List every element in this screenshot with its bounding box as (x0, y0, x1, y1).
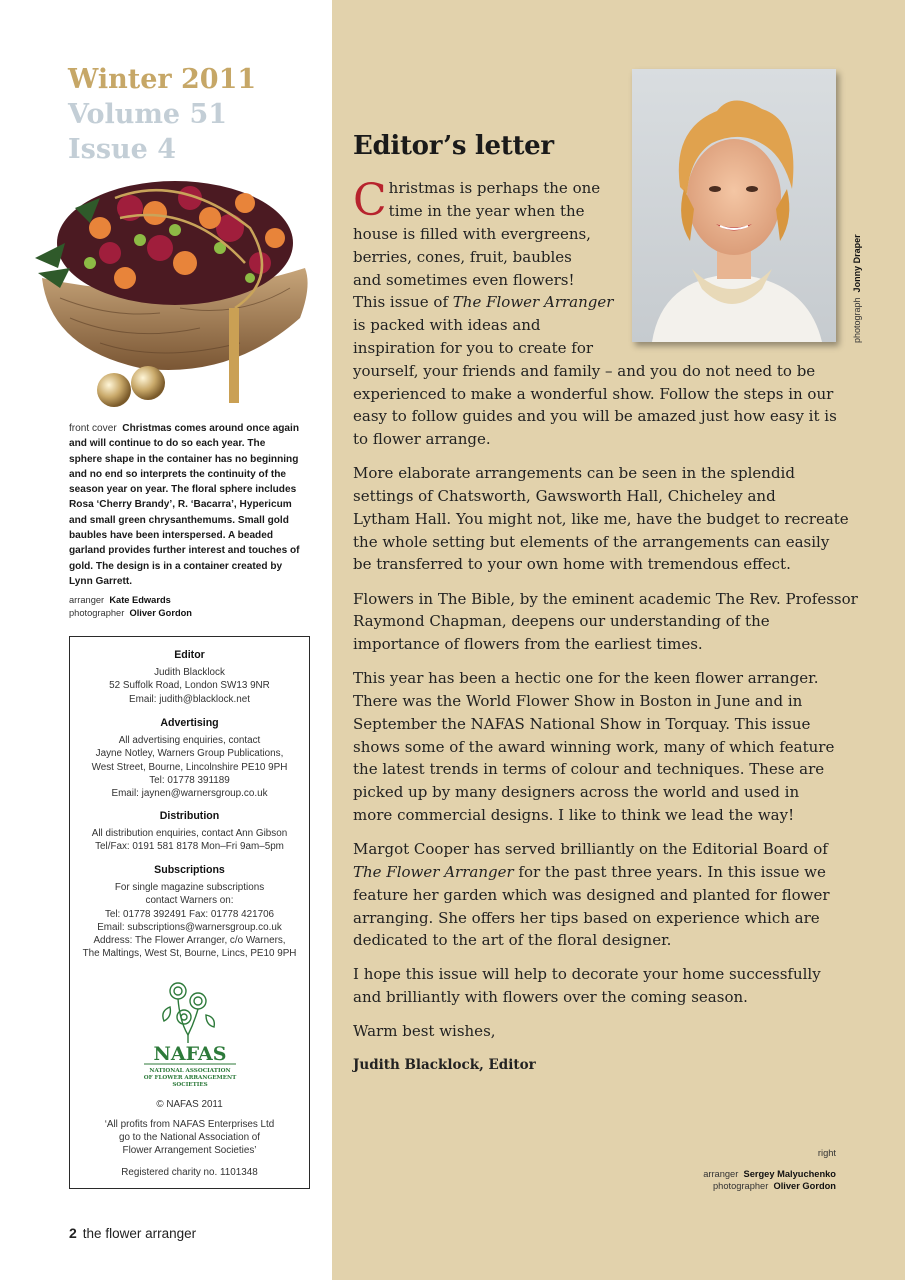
profits-line: Flower Arrangement Societies’ (122, 1145, 257, 1157)
subscriptions-line: Address: The Flower Arranger, c/o Warners, (93, 935, 286, 947)
drop-cap: C (353, 175, 387, 226)
caption-line: season year on year. The floral sphere includes (69, 484, 297, 496)
caption-line: Rosa ‘Cherry Brandy’, R. ‘Bacarra’, Hypericum (69, 499, 292, 511)
caption-line: sphere shape in the container has no beginning (69, 453, 299, 465)
text-line: This year has been a hectic one for the keen flower arranger. (353, 669, 819, 688)
subscriptions-section (74, 864, 305, 960)
text-line: easy to follow guides and you will be amazed just how easy it is (353, 407, 837, 426)
editor-line: 52 Suffolk Road, London SW13 9NR (109, 680, 270, 692)
nafas-logo-name: NAFAS (153, 1043, 227, 1065)
magazine-name: the flower arranger (82, 1226, 197, 1241)
nafas-logo-subtitle: NATIONAL ASSOCIATION (149, 1068, 231, 1074)
folio (69, 1225, 196, 1241)
text-line (353, 861, 853, 884)
photographer-name: Oliver Gordon (773, 1181, 836, 1191)
photo-credit-label: photograph (852, 297, 862, 343)
caption-line: and small green chrysanthemums. Small gold (69, 514, 289, 526)
caption-line: Christmas comes around once again (122, 423, 299, 434)
text-line: yourself, your friends and family – and you do not need to be (353, 361, 816, 380)
credit-position: right (817, 1148, 836, 1158)
advertising-line: Tel: 01778 391189 (149, 774, 230, 786)
editor-section (74, 649, 305, 706)
cover-arrangement-image (30, 168, 320, 413)
paragraph-6 (353, 963, 853, 1009)
text-line: more commercial designs. I like to think we lead the way! (353, 806, 795, 825)
text-line: experienced to make a wonderful show. Follow the steps in our (353, 384, 834, 403)
text-line: the whole setting but elements of the arrangements can easily (353, 532, 830, 551)
masthead-box (69, 636, 310, 1189)
advertising-section (74, 717, 305, 800)
text-line: dedicated to the art of the floral designer. (353, 931, 672, 950)
caption-line: gold. The design is in a container created by (69, 560, 283, 572)
magazine-title: The Flower Arranger (452, 293, 614, 312)
photographer-label: photographer (69, 607, 125, 618)
text-line: I hope this issue will help to decorate your home successfully (353, 965, 821, 984)
paragraph-5 (353, 838, 853, 952)
issue-header (68, 62, 256, 167)
arranger-label: arranger (703, 1168, 739, 1179)
text-line: Lytham Hall. You might not, like me, have the budget to recreate (353, 509, 849, 528)
text-line: the latest trends in terms of colour and techniques. These are (353, 760, 825, 779)
signature: Judith Blacklock, Editor (353, 1057, 536, 1074)
text-line: and sometimes even flowers! (353, 270, 575, 289)
paragraph-2 (353, 462, 853, 576)
advertising-title: Advertising (160, 717, 219, 729)
photographer-name: Oliver Gordon (129, 607, 192, 618)
photographer-label: photographer (713, 1181, 769, 1191)
magazine-title: The Flower Arranger (353, 862, 514, 881)
issue-season: Winter 2011 (68, 64, 257, 95)
distribution-section (74, 810, 305, 854)
editor-title: Editor (174, 649, 205, 661)
text-line: feature her garden which was designed and planted for flower (353, 885, 830, 904)
subscriptions-title: Subscriptions (154, 864, 225, 876)
text-line: More elaborate arrangements can be seen in the splendid (353, 464, 795, 483)
text-line: settings of Chatsworth, Gawsworth Hall, Chicheley and (353, 487, 776, 506)
editor-email[interactable]: Email: judith@blacklock.net (129, 693, 250, 705)
text-line: berries, cones, fruit, baubles (353, 247, 572, 266)
text-line: Flowers in The Bible, by the eminent academic The Rev. Professor (353, 589, 858, 608)
charity-number: Registered charity no. 1101348 (121, 1167, 258, 1178)
right-credits (703, 1147, 836, 1193)
advertising-line: All advertising enquiries, contact (118, 735, 261, 747)
text-line: Raymond Chapman, deepens our understanding of the (353, 612, 770, 631)
text-line (353, 291, 853, 314)
cover-credits (69, 594, 313, 619)
text-line: time in the year when the (388, 201, 585, 220)
text-line: September the NAFAS National Show in Torquay. This issue (353, 714, 811, 733)
text-span: This issue of (353, 293, 453, 312)
nafas-logo-subtitle: OF FLOWER ARRANGEMENT (143, 1075, 237, 1081)
caption-line: garland provides further interest and touches of (69, 545, 300, 557)
issue-volume: Volume 51 (68, 99, 228, 130)
subscriptions-line: The Maltings, West St, Bourne, Lincs, PE10 9PH (82, 948, 297, 960)
advertising-line: Jayne Notley, Warners Group Publications, (95, 748, 284, 760)
arranger-label: arranger (69, 595, 105, 605)
profits-line: go to the National Association of (118, 1132, 261, 1144)
caption-line: baubles have been interspersed. A beaded (69, 530, 273, 542)
copyright: © NAFAS 2011 (156, 1099, 223, 1110)
cover-label: front cover (69, 423, 117, 434)
charity-section (74, 1166, 305, 1179)
profits-section (74, 1118, 305, 1158)
issue-number: Issue 4 (68, 134, 177, 165)
text-line: Margot Cooper has served brilliantly on the Editorial Board of (353, 840, 828, 859)
text-line: shows some of the award winning work, many of which feature (353, 737, 835, 756)
nafas-logo-subtitle: SOCIETIES (172, 1082, 208, 1088)
advertising-email[interactable]: Email: jaynen@warnersgroup.co.uk (111, 788, 268, 800)
caption-line: and will continue to do so each year. The (69, 438, 266, 450)
text-line: arranging. She offers her tips based on experience which are (353, 908, 820, 927)
photo-credit-name: Jonny Draper (852, 234, 862, 293)
caption-line: and no end so interprets the continuity of the (69, 468, 287, 480)
editor-line: Judith Blacklock (154, 667, 225, 679)
text-line: to flower arrange. (353, 430, 491, 449)
caption-line: Lynn Garrett. (69, 575, 133, 587)
distribution-line: Tel/Fax: 0191 581 8178 Mon–Fri 9am–5pm (95, 841, 284, 853)
arranger-name: Sergey Malyuchenko (743, 1168, 836, 1179)
subscriptions-line: Tel: 01778 392491 Fax: 01778 421706 (104, 908, 275, 920)
text-line: There was the World Flower Show in Boston in June and in (353, 692, 803, 711)
text-span: for the past three years. In this issue we (513, 862, 826, 881)
text-line: be transferred to your own home with tremendous effect. (353, 555, 791, 574)
copyright-section (74, 1098, 305, 1111)
nafas-logo (130, 977, 250, 1089)
text-line: hristmas is perhaps the one (388, 179, 601, 197)
cover-caption (69, 421, 313, 589)
text-line: and brilliantly with flowers over the coming season. (353, 988, 748, 1007)
text-line: inspiration for you to create for (353, 338, 594, 357)
arranger-name: Kate Edwards (109, 595, 171, 605)
portrait-credit (852, 234, 862, 343)
subscriptions-email[interactable]: Email: subscriptions@warnersgroup.co.uk (97, 921, 282, 933)
text-line: importance of flowers from the earliest times. (353, 635, 703, 654)
closing: Warm best wishes, (353, 1022, 496, 1041)
subscriptions-line: contact Warners on: (145, 895, 234, 907)
distribution-title: Distribution (159, 810, 220, 822)
profits-line: ‘All profits from NAFAS Enterprises Ltd (104, 1119, 275, 1130)
paragraph-4 (353, 667, 853, 827)
page-number: 2 (69, 1225, 77, 1241)
distribution-line: All distribution enquiries, contact Ann Gibson (91, 828, 288, 840)
text-line: house is filled with evergreens, (353, 225, 591, 243)
paragraph-1 (353, 177, 853, 451)
advertising-line: West Street, Bourne, Lincolnshire PE10 9PH (91, 761, 288, 773)
letter-title: Editor’s letter (353, 131, 554, 161)
text-line: picked up by many designers across the world and used in (353, 783, 800, 802)
paragraph-3 (353, 588, 858, 656)
text-line: is packed with ideas and (353, 316, 541, 335)
subscriptions-line: For single magazine subscriptions (114, 882, 265, 894)
